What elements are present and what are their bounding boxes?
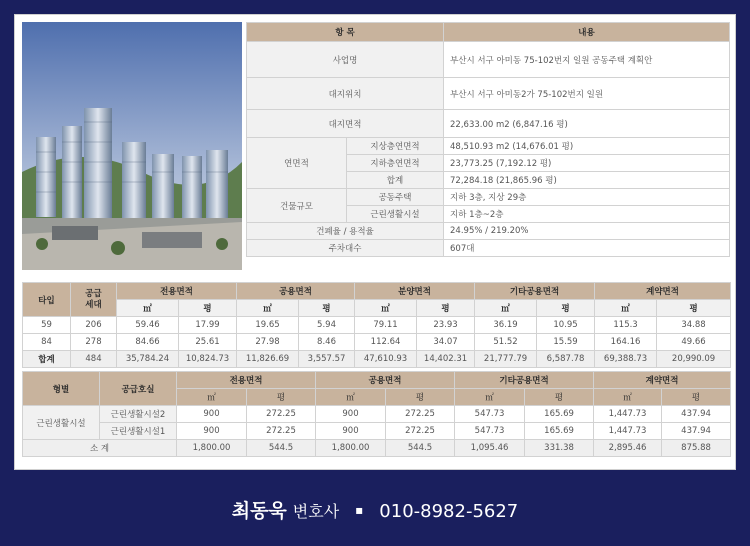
unit-cell: 17.99	[179, 317, 237, 334]
overview-sublabel: 공동주택	[347, 189, 444, 206]
unit-cell: 164.16	[595, 334, 657, 351]
subtotal-cell: 1,800.00	[316, 440, 386, 457]
overview-value: 24.95% / 219.20%	[444, 223, 730, 240]
overview-sublabel: 지상층연면적	[347, 138, 444, 155]
unit-m2: ㎡	[455, 389, 525, 406]
unit-m2: ㎡	[475, 300, 537, 317]
table-row	[23, 351, 731, 368]
subtotal-cell: 331.38	[525, 440, 594, 457]
retail-header-group: 계약면적	[594, 372, 731, 389]
unit-py: 평	[537, 300, 595, 317]
overview-value: 607대	[444, 240, 730, 257]
unit-m2: ㎡	[117, 300, 179, 317]
unit-cell: 10,824.73	[179, 351, 237, 368]
unit-py: 평	[657, 300, 731, 317]
table-row	[23, 406, 731, 423]
retail-cell: 165.69	[525, 406, 594, 423]
unit-m2: ㎡	[595, 300, 657, 317]
unit-area-table	[22, 282, 731, 368]
retail-header-group: 공용면적	[316, 372, 455, 389]
overview-value: 23,773.25 (7,192.12 평)	[444, 155, 730, 172]
unit-cell: 11,826.69	[237, 351, 299, 368]
unit-cell: 20,990.09	[657, 351, 731, 368]
retail-cell: 437.94	[662, 423, 731, 440]
retail-header-group: 전용면적	[177, 372, 316, 389]
contact-title: 변호사	[292, 502, 340, 521]
overview-label: 대지면적	[247, 110, 444, 138]
unit-cell: 49.66	[657, 334, 731, 351]
subtotal-cell: 544.5	[386, 440, 455, 457]
unit-cell: 8.46	[299, 334, 355, 351]
overview-label: 주차대수	[247, 240, 444, 257]
unit-py: 평	[417, 300, 475, 317]
unit-py: 평	[386, 389, 455, 406]
retail-cell: 900	[177, 406, 247, 423]
unit-header-group: 분양면적	[355, 283, 475, 300]
overview-value: 지하 3층, 지상 29층	[444, 189, 730, 206]
unit-cell: 51.52	[475, 334, 537, 351]
unit-cell: 69,388.73	[595, 351, 657, 368]
unit-type-cell: 84	[23, 334, 71, 351]
unit-cell: 206	[71, 317, 117, 334]
unit-py: 평	[247, 389, 316, 406]
retail-header-group: 기타공용면적	[455, 372, 594, 389]
overview-label: 대지위치	[247, 78, 444, 110]
unit-cell: 23.93	[417, 317, 475, 334]
unit-cell: 112.64	[355, 334, 417, 351]
retail-cell: 272.25	[386, 423, 455, 440]
project-overview-table	[246, 22, 730, 257]
unit-cell: 15.59	[537, 334, 595, 351]
separator-bullet: ▪	[355, 503, 364, 517]
unit-cell: 115.3	[595, 317, 657, 334]
unit-header-group: 기타공용면적	[475, 283, 595, 300]
retail-cell: 165.69	[525, 423, 594, 440]
overview-sublabel: 지하층연면적	[347, 155, 444, 172]
retail-cell: 272.25	[247, 423, 316, 440]
overview-sublabel: 근린생활시설	[347, 206, 444, 223]
subtotal-cell: 1,095.46	[455, 440, 525, 457]
table-row	[23, 317, 731, 334]
subtotal-cell: 1,800.00	[177, 440, 247, 457]
overview-value: 부산시 서구 아미동 75-102번지 일원 공동주택 계획안	[444, 42, 730, 78]
unit-cell: 84.66	[117, 334, 179, 351]
unit-cell: 47,610.93	[355, 351, 417, 368]
table-row	[23, 334, 731, 351]
contact-footer	[0, 496, 750, 523]
unit-cell: 27.98	[237, 334, 299, 351]
unit-py: 평	[662, 389, 731, 406]
unit-cell: 10.95	[537, 317, 595, 334]
unit-cell: 35,784.24	[117, 351, 179, 368]
unit-cell: 484	[71, 351, 117, 368]
unit-cell: 34.07	[417, 334, 475, 351]
overview-header-content: 내용	[444, 23, 730, 42]
unit-m2: ㎡	[177, 389, 247, 406]
building-rendering-image	[22, 22, 242, 270]
retail-cell: 900	[316, 406, 386, 423]
unit-py: 평	[299, 300, 355, 317]
overview-value: 부산시 서구 아미동2가 75-102번지 일원	[444, 78, 730, 110]
overview-label: 건물규모	[247, 189, 347, 223]
retail-cell: 272.25	[247, 406, 316, 423]
contact-name: 최동욱	[231, 500, 287, 522]
retail-header-room: 공급호실	[100, 372, 177, 406]
unit-cell: 25.61	[179, 334, 237, 351]
unit-cell: 19.65	[237, 317, 299, 334]
retail-header-type: 형별	[23, 372, 100, 406]
retail-cell: 900	[177, 423, 247, 440]
retail-room: 근린생활시설2	[100, 406, 177, 423]
retail-cell: 1,447.73	[594, 423, 662, 440]
retail-cell: 272.25	[386, 406, 455, 423]
subtotal-cell: 2,895.46	[594, 440, 662, 457]
unit-cell: 34.88	[657, 317, 731, 334]
subtotal-label: 소 계	[23, 440, 177, 457]
unit-cell: 278	[71, 334, 117, 351]
overview-value: 지하 1층~2층	[444, 206, 730, 223]
overview-value: 22,633.00 m2 (6,847.16 평)	[444, 110, 730, 138]
retail-category: 근린생활시설	[23, 406, 100, 440]
unit-header-group: 계약면적	[595, 283, 731, 300]
retail-area-table	[22, 371, 731, 457]
overview-header-item: 항 목	[247, 23, 444, 42]
unit-m2: ㎡	[316, 389, 386, 406]
table-row	[23, 423, 731, 440]
overview-sublabel: 합계	[347, 172, 444, 189]
overview-label: 건폐율 / 용적율	[247, 223, 444, 240]
unit-cell: 3,557.57	[299, 351, 355, 368]
unit-py: 평	[179, 300, 237, 317]
unit-m2: ㎡	[237, 300, 299, 317]
unit-type-cell: 59	[23, 317, 71, 334]
info-sheet	[14, 14, 736, 470]
subtotal-cell: 544.5	[247, 440, 316, 457]
unit-header-group: 공용면적	[237, 283, 355, 300]
unit-py: 평	[525, 389, 594, 406]
unit-cell: 6,587.78	[537, 351, 595, 368]
overview-value: 72,284.18 (21,865.96 평)	[444, 172, 730, 189]
unit-header-supply: 공급 세대	[71, 283, 117, 317]
subtotal-row	[23, 440, 731, 457]
unit-cell: 14,402.31	[417, 351, 475, 368]
unit-cell: 59.46	[117, 317, 179, 334]
unit-m2: ㎡	[355, 300, 417, 317]
unit-header-group: 전용면적	[117, 283, 237, 300]
retail-room: 근린생활시설1	[100, 423, 177, 440]
retail-cell: 1,447.73	[594, 406, 662, 423]
unit-cell: 36.19	[475, 317, 537, 334]
overview-label: 연면적	[247, 138, 347, 189]
unit-m2: ㎡	[594, 389, 662, 406]
overview-value: 48,510.93 m2 (14,676.01 평)	[444, 138, 730, 155]
unit-cell: 21,777.79	[475, 351, 537, 368]
retail-cell: 547.73	[455, 423, 525, 440]
retail-cell: 900	[316, 423, 386, 440]
overview-label: 사업명	[247, 42, 444, 78]
subtotal-cell: 875.88	[662, 440, 731, 457]
unit-cell: 79.11	[355, 317, 417, 334]
unit-cell: 5.94	[299, 317, 355, 334]
retail-cell: 437.94	[662, 406, 731, 423]
unit-header-type: 타입	[23, 283, 71, 317]
retail-cell: 547.73	[455, 406, 525, 423]
contact-phone: 010-8982-5627	[379, 501, 519, 522]
unit-type-cell: 합계	[23, 351, 71, 368]
